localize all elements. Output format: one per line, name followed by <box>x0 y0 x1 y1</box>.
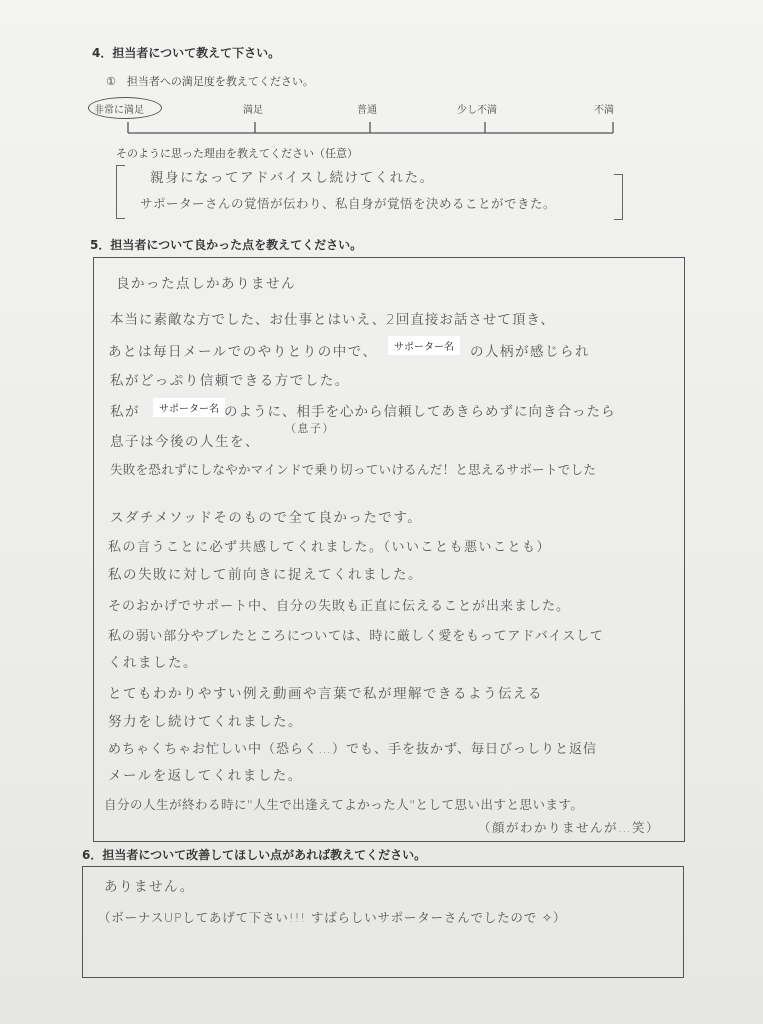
reason-prompt: そのように思った理由を教えてください（任意） <box>116 147 358 160</box>
scale-label-very-satisfied: 非常に満足 <box>94 105 144 116</box>
reason-line-2: サポーターさんの覚悟が伝わり、私自身が覚悟を決めることができた。 <box>140 196 557 211</box>
s5-line-5: 私がどっぷり信頼できる方でした。 <box>110 373 350 389</box>
s5-line-15: 私の弱い部分やブレたところについては、時に厳しく愛をもってアドバイスして <box>108 629 604 644</box>
section6-heading: 6．担当者について改善してほしい点があれば教えてください。 <box>82 848 427 862</box>
s6-line-1: ありません。 <box>104 879 195 895</box>
s5-line-1: 良かった点しかありません <box>116 276 296 292</box>
s5-line-13: 私の失敗に対して前向きに捉えてくれました。 <box>108 567 423 583</box>
scale-label-satisfied: 満足 <box>243 105 263 116</box>
s5-line-4: の人柄が感じられ <box>470 344 590 360</box>
s5-line-21: 自分の人生が終わる時に"人生で出逢えてよかった人"として思い出すと思います。 <box>104 797 584 812</box>
s6-line-2: （ボーナスUPしてあげて下さい!!! すばらしいサポーターさんでしたので ✧） <box>98 910 567 925</box>
s5-line-22: （顔がわかりませんが…笑） <box>478 820 661 835</box>
s5-line-11: スダチメソッドそのもので全て良かったです。 <box>110 510 423 526</box>
redacted-supporter-name-2: サポーター名 <box>153 398 225 417</box>
reason-bracket-right <box>614 174 623 220</box>
rating-scale-line <box>0 0 763 160</box>
redacted-supporter-name-1: サポーター名 <box>388 336 460 355</box>
s5-line-17: とてもわかりやすい例え動画や言葉で私が理解できるよう伝える <box>108 686 543 702</box>
s5-line-12: 私の言うことに必ず共感してくれました。（いいことも悪いことも） <box>108 540 552 555</box>
s5-line-6: 私が <box>110 404 140 420</box>
section5-heading: 5．担当者について良かった点を教えてください。 <box>90 238 363 252</box>
scale-label-dissatisfied: 不満 <box>594 105 614 116</box>
s5-line-7: のように、相手を心から信頼してあきらめずに向き合ったら <box>224 404 616 420</box>
reason-bracket-left <box>116 165 125 219</box>
scale-label-neutral: 普通 <box>357 105 377 116</box>
s5-line-3: あとは毎日メールでのやりとりの中で、 <box>108 344 378 360</box>
s5-line-19: めちゃくちゃお忙しい中（恐らく…）でも、手を抜かず、毎日びっしりと返信 <box>108 742 597 757</box>
s5-line-14: そのおかげでサポート中、自分の失敗も正直に伝えることが出来ました。 <box>108 599 571 614</box>
s5-line-16: くれました。 <box>108 655 198 671</box>
scale-label-slightly-dissatisfied: 少し不満 <box>457 105 497 116</box>
s5-line-20: メールを返してくれました。 <box>108 768 303 784</box>
reason-line-1: 親身になってアドバイスし続けてくれた。 <box>150 170 435 186</box>
s5-line-10: 失敗を恐れずにしなやかマインドで乗り切っていけるんだ！と思えるサポートでした <box>110 462 597 477</box>
s5-line-8: 息子は今後の人生を、 <box>110 434 260 450</box>
s5-line-18: 努力をし続けてくれました。 <box>108 714 303 730</box>
section4-heading: 4．担当者について教えて下さい。 <box>92 46 281 60</box>
s5-line-2: 本当に素敵な方でした、お仕事とはいえ、2回直接お話させて頂き、 <box>110 312 555 328</box>
s5-line-9: （息子） <box>285 422 335 435</box>
satisfaction-question: ① 担当者への満足度を教えてください。 <box>106 75 314 88</box>
